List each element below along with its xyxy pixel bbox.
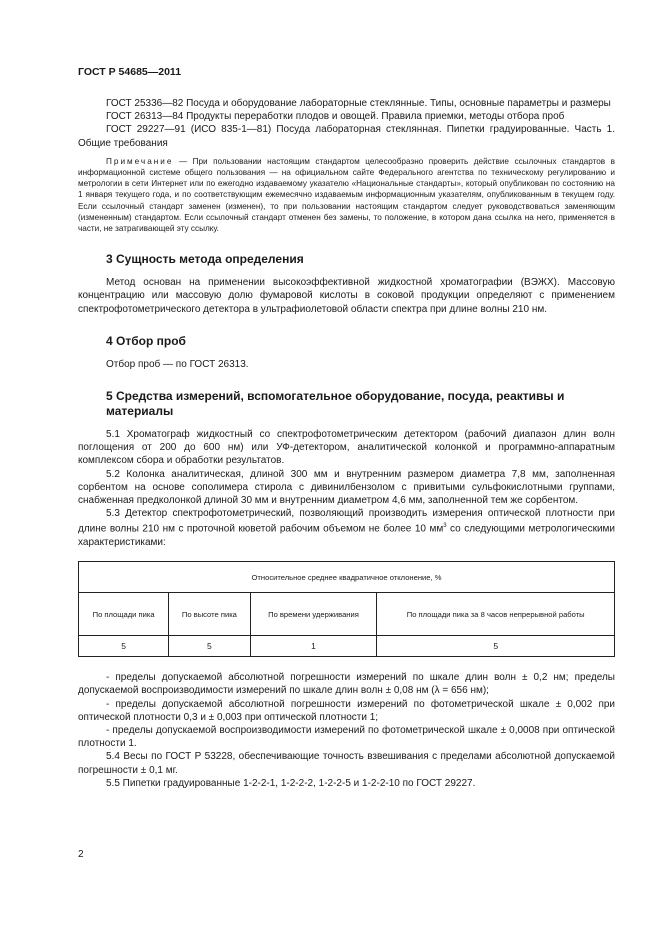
table-cell: 5	[169, 636, 250, 657]
clause-5-2: 5.2 Колонка аналитическая, длиной 300 мм и внутренним размером диаметра 7,8 мм, заполненная сорбентом на основе сополимера стирола с дивинилбензолом с привитыми сульфокислотными группами, снабженная предколонкой длиной 30 мм и внутренним диаметром 4,6 мм, заполненной тем же сорбентом.	[78, 468, 615, 507]
section-3-title: 3 Сущность метода определения	[106, 252, 304, 267]
table-cell: 5	[79, 636, 169, 657]
section-4-title: 4 Отбор проб	[106, 333, 186, 348]
ref-gost-25336: ГОСТ 25336—82 Посуда и оборудование лабораторные стеклянные. Типы, основные параметры и размеры	[106, 98, 611, 109]
ref-gost-26313: ГОСТ 26313—84 Продукты переработки плодов и овощей. Правила приемки, методы отбора проб	[106, 111, 565, 123]
table-header: По высоте пика	[169, 593, 250, 636]
clause-5-5: 5.5 Пипетки градуированные 1-2-2-1, 1-2-2-2, 1-2-2-5 и 1-2-2-10 по ГОСТ 29227.	[106, 777, 476, 789]
clause-5-1: 5.1 Хроматограф жидкостный со спектрофотометрическим детектором (рабочий диапазон длин волн поглощения от 200 до 600 нм) или УФ-детектором, аналитической колонкой и программно-аппаратным комплексом сбора и обработки результатов.	[78, 429, 615, 467]
note-paragraph	[78, 156, 615, 234]
table-header: По площади пика за 8 часов непрерывной работы	[377, 593, 615, 636]
note-text: — При пользовании настоящим стандартом целесообразно проверить действие ссылочных стандартов в информационной системе общего пользования — на официальном сайте Федерального агентства по техническому регулированию и метрологии в сети Интернет или по ежегодно издаваемому указателю «Национальные стандарты», который опубликован по состоянию на 1 января текущего года, и по соответствующим ежемесячно издаваемым информационным указателям, опубликованным в текущем году. Если ссылочный стандарт заменен (изменен), то при пользовании настоящим стандартом следует руководствоваться заменяющим (измененным) стандартом. Если ссылочный стандарт отменен без замены, то положение, в котором дана ссылка на него, применяется в части, не затрагивающей эту ссылку.	[78, 156, 615, 234]
table-header: По площади пика	[79, 593, 169, 636]
page-body	[78, 97, 615, 790]
table-header: По времени удерживания	[250, 593, 377, 636]
clause-5-3-sup: 3	[443, 523, 447, 530]
bullet-wavelength: - пределы допускаемой абсолютной погрешности измерений по шкале длин волн ± 0,2 нм; пределы допускаемой воспроизводимости измерений по шкале длин волн ± 0,08 нм (λ = 656 нм);	[78, 672, 615, 697]
section-5-title: 5 Средства измерений, вспомогательное оборудование, посуда, реактивы и материалы	[106, 389, 565, 419]
clause-5-3-tail: со следующими метрологическими характеристиками:	[78, 523, 615, 548]
clause-5-4: 5.4 Весы по ГОСТ Р 53228, обеспечивающие точность взвешивания с пределами абсолютной допускаемой погрешности ± 0,1 мг.	[78, 751, 615, 776]
ref-gost-29227: ГОСТ 29227—91 (ИСО 835-1—81) Посуда лабораторная стеклянная. Пипетки градуированные. Часть 1. Общие требования	[78, 124, 615, 149]
table-cell: 5	[377, 636, 615, 657]
clause-5-3-text: 5.3 Детектор спектрофотометрический, позволяющий производить измерения оптической плотности при длине волны 210 нм с проточной кюветой рабочим объемом не более 10 мм	[78, 508, 615, 535]
running-header: ГОСТ Р 54685—2011	[78, 66, 182, 78]
page-number: 2	[78, 849, 84, 860]
clause-5-3	[78, 507, 615, 549]
table-caption: Относительное среднее квадратичное отклонение, %	[79, 562, 615, 593]
note-label: Примечание	[106, 156, 174, 166]
table-cell: 1	[250, 636, 377, 657]
metrology-table	[78, 561, 615, 657]
bullet-reproducibility: - пределы допускаемой воспроизводимости измерений по фотометрической шкале ± 0,0008 при оптической плотности 1.	[78, 725, 615, 750]
section-4-text: Отбор проб — по ГОСТ 26313.	[106, 358, 249, 370]
section-3-text: Метод основан на применении высокоэффективной жидкостной хроматографии (ВЭЖХ). Массовую концентрацию или массовую долю фумаровой кислоты в соковой продукции определяют с применением спектрофотометрического детектора в ультрафиолетовой области спектра при длине волны 210 нм.	[78, 277, 615, 315]
bullet-photometric: - пределы допускаемой абсолютной погрешности измерений по фотометрической шкале ± 0,002 при оптической плотности 0,3 и ± 0,003 при оптической плотности 1;	[78, 698, 615, 723]
